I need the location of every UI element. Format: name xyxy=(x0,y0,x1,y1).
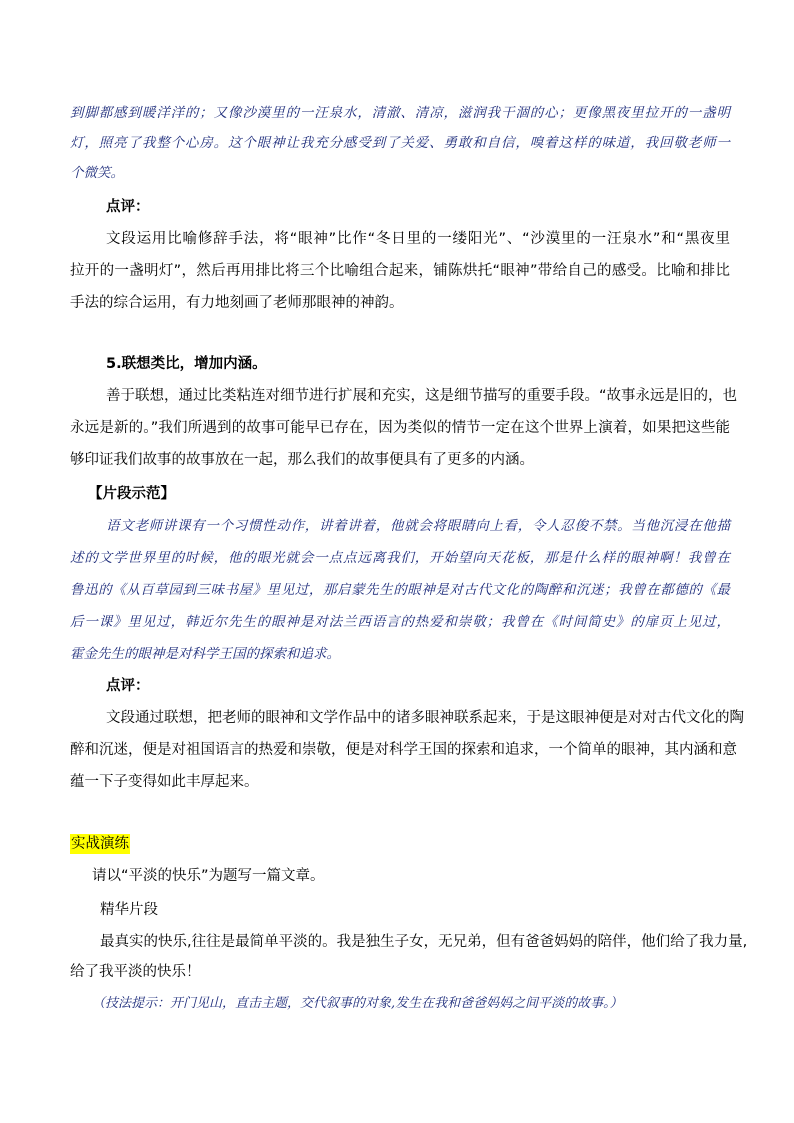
comment-heading: 点评： xyxy=(106,678,150,694)
technique-tip: （技法提示：开门见山，直击主题，交代叙事的对象,发生在我和爸爸妈妈之间平淡的故事。） xyxy=(92,996,623,1011)
practice-prompt: 请以“平淡的快乐”为题写一篇文章。 xyxy=(92,868,325,884)
example-text-line: 述的文学世界里的时候，他的眼光就会一点点远离我们，开始望向天花板，那是什么样的眼神啊！我曾在 xyxy=(70,550,730,566)
practice-text-line: 给了我平淡的快乐！ xyxy=(70,964,201,980)
practice-heading-highlight: 实战演练 xyxy=(71,836,129,852)
comment-text-line: 手法的综合运用，有力地刻画了老师那眼神的神韵。 xyxy=(70,295,404,311)
comment-text-line: 文段通过联想，把老师的眼神和文学作品中的诸多眼神联系起来，于是这眼神便是对对古代文化的陶 xyxy=(106,710,744,726)
body-text-line: 善于联想，通过比类粘连对细节进行扩展和充实，这是细节描写的重要手段。“故事永远是旧的，也 xyxy=(106,388,738,404)
practice-sub-heading: 精华片段 xyxy=(100,902,158,918)
comment-text-line: 醉和沉迷，便是对祖国语言的热爱和崇敬，便是对科学王国的探索和追求，一个简单的眼神，其内涵和意 xyxy=(70,742,737,758)
practice-heading xyxy=(70,834,730,854)
sample-text-line: 灯，照亮了我整个心房。这个眼神让我充分感受到了关爱、勇敢和自信，嗅着这样的味道，我回敬老师一 xyxy=(70,135,730,151)
example-text-line: 鲁迅的《从百草园到三味书屋》里见过，那启蒙先生的眼神是对古代文化的陶醉和沉迷；我曾在都德的《最 xyxy=(70,582,730,598)
section-heading: 5.联想类比，增加内涵。 xyxy=(106,356,267,372)
example-text-line: 后一课》里见过，韩近尔先生的眼神是对法兰西语言的热爱和崇敬；我曾在《时间简史》的扉页上见过， xyxy=(70,614,730,630)
example-text-line: 语文老师讲课有一个习惯性动作，讲着讲着，他就会将眼睛向上看，令人忍俊不禁。当他沉浸在他描 xyxy=(106,518,730,534)
body-text-line: 够印证我们故事的故事放在一起，那么我们的故事便具有了更多的内涵。 xyxy=(70,452,534,468)
example-text-line: 霍金先生的眼神是对科学王国的探索和追求。 xyxy=(70,646,340,662)
comment-text-line: 蕴一下子变得如此丰厚起来。 xyxy=(70,774,259,790)
sample-text-line: 个微笑。 xyxy=(70,165,124,181)
practice-text-line: 最真实的快乐,往往是最简单平淡的。我是独生子女，无兄弟，但有爸爸妈妈的陪伴，他们给了我力量, xyxy=(100,934,748,950)
body-text-line: 永远是新的。”我们所遇到的故事可能早已存在，因为类似的情节一定在这个世界上演着，如果把这些能 xyxy=(70,420,730,436)
comment-text-line: 拉开的一盏明灯”，然后再用排比将三个比喻组合起来，铺陈烘托“眼神”带给自己的感受。比喻和排比 xyxy=(70,263,730,279)
example-heading: 【片段示范】 xyxy=(88,486,175,502)
sample-text-line: 到脚都感到暖洋洋的；又像沙漠里的一汪泉水，清澈、清凉，滋润我干涸的心；更像黑夜里拉开的一盏明 xyxy=(70,105,730,121)
comment-heading: 点评： xyxy=(106,199,150,215)
comment-text-line: 文段运用比喻修辞手法，将“眼神”比作“冬日里的一缕阳光”、“沙漠里的一汪泉水”和“黑夜里 xyxy=(106,231,730,247)
